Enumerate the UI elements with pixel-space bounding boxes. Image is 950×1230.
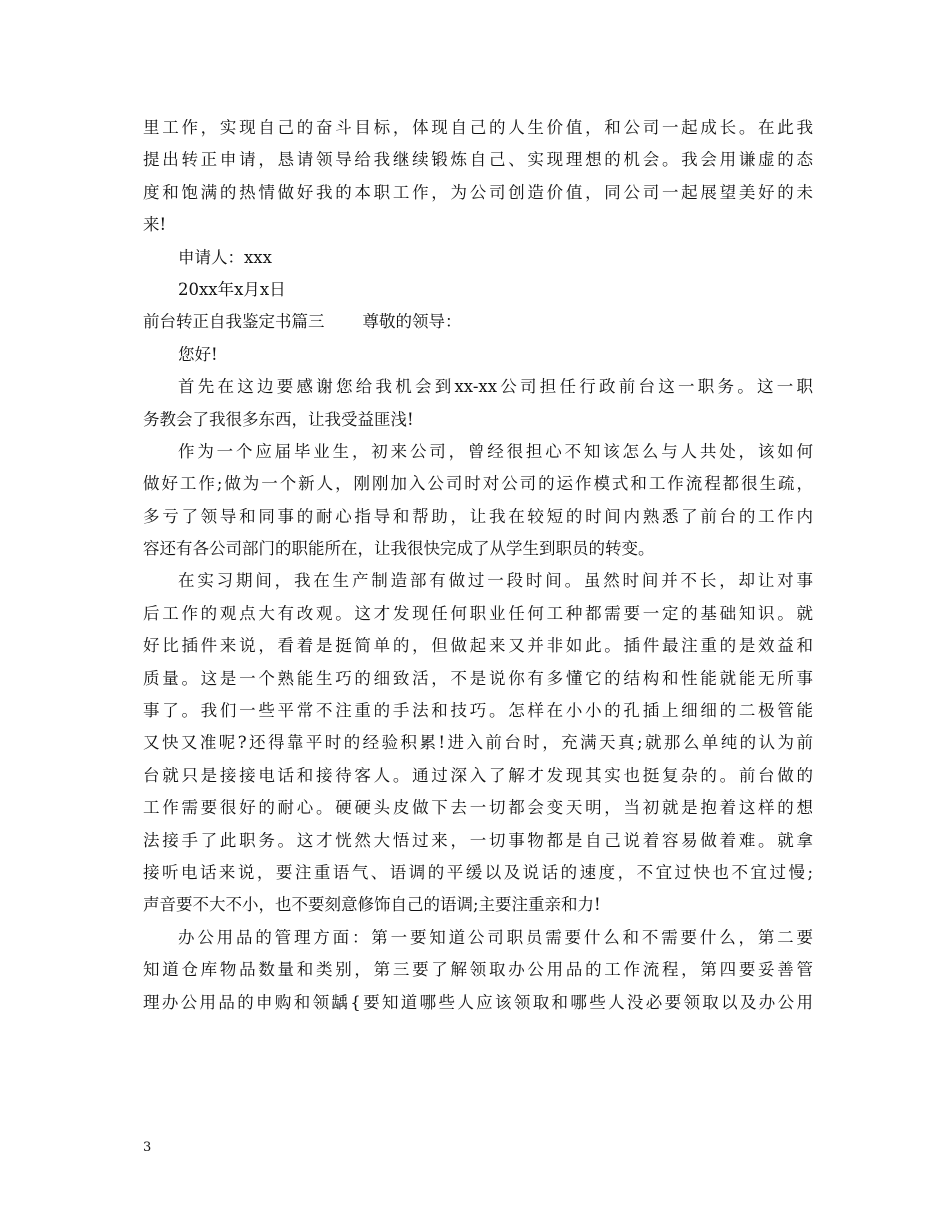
supplies-paragraph xyxy=(143,922,813,1019)
graduate-paragraph xyxy=(143,436,813,566)
text-line: 理办公用品的申购和领龋{要知道哪些人应该领取和哪些人没必要领取以及办公用 xyxy=(143,992,813,1012)
text-line: 在实习期间，我在生产制造部有做过一段时间。虽然时间并不长，却让对事 xyxy=(178,571,813,591)
document-body xyxy=(143,112,813,1019)
text-line: 里工作，实现自己的奋斗目标，体现自己的人生价值，和公司一起成长。在此我 xyxy=(143,118,813,137)
text-line: 后工作的观点大有改观。这才发现任何职业任何工种都需要一定的基础知识。就 xyxy=(143,603,813,623)
text-line: 事了。我们一些平常不注重的手法和技巧。怎样在小小的孔插上细细的二极管能 xyxy=(143,701,813,721)
salutation: 尊敬的领导： xyxy=(362,312,462,332)
greeting: 您好! xyxy=(178,344,218,364)
applicant-line: 申请人：xxx xyxy=(178,247,272,267)
text-line: 首先在这边要感谢您给我机会到xx-xx公司担任行政前台这一职务。这一职 xyxy=(178,377,813,397)
text-line: 知道仓库物品数量和类别，第三要了解领取办公用品的工作流程，第四要妥善管 xyxy=(143,960,813,980)
text-line: 来! xyxy=(143,215,167,235)
text-line: 作为一个应届毕业生，初来公司，曾经很担心不知该怎么与人共处，该如何 xyxy=(178,441,813,461)
internship-paragraph xyxy=(143,565,813,921)
thanks-paragraph xyxy=(143,371,813,436)
text-line: 法接手了此职务。这才恍然大悟过来，一切事物都是自己说着容易做着难。就拿 xyxy=(143,830,813,850)
text-line: 度和饱满的热情做好我的本职工作，为公司创造价值，同公司一起展望美好的未 xyxy=(143,182,813,202)
text-line: 务教会了我很多东西，让我受益匪浅! xyxy=(143,409,414,429)
text-line: 办公用品的管理方面：第一要知道公司职员需要什么和不需要什么，第二要 xyxy=(178,927,813,947)
text-line: 好比插件来说，看着是挺简单的，但做起来又并非如此。插件最注重的是效益和 xyxy=(143,636,813,656)
text-line: 又快又准呢?还得靠平时的经验积累!进入前台时，充满天真;就那么单纯的认为前 xyxy=(143,733,813,753)
text-line: 声音要不大不小，也不要刻意修饰自己的语调;主要注重亲和力! xyxy=(143,895,601,915)
text-line: 提出转正申请，恳请领导给我继续锻炼自己、实现理想的机会。我会用谦虚的态 xyxy=(143,150,813,170)
text-line: 多亏了领导和同事的耐心指导和帮助，让我在较短的时间内熟悉了前台的工作内 xyxy=(143,506,813,526)
text-line: 接听电话来说，要注重语气、语调的平缓以及说话的速度，不宜过快也不宜过慢; xyxy=(143,862,813,882)
section-heading xyxy=(143,306,813,338)
section-title: 前台转正自我鉴定书篇三 xyxy=(143,312,325,332)
text-line: 台就只是接接电话和接待客人。通过深入了解才发现其实也挺复杂的。前台做的 xyxy=(143,765,813,785)
text-line: 质量。这是一个熟能生巧的细致活，不是说你有多懂它的结构和性能就能无所事 xyxy=(143,668,813,688)
closing-paragraph xyxy=(143,112,813,242)
signature-block xyxy=(143,242,813,307)
date-line: 20xx年x月x日 xyxy=(178,279,286,299)
text-line: 工作需要很好的耐心。硬硬头皮做下去一切都会变天明，当初就是抱着这样的想 xyxy=(143,798,813,818)
text-line: 做好工作;做为一个新人，刚刚加入公司时对公司的运作模式和工作流程都很生疏， xyxy=(143,474,813,494)
page-number: 3 xyxy=(143,1140,152,1155)
text-line: 容还有各公司部门的职能所在，让我很快完成了从学生到职员的转变。 xyxy=(143,539,655,559)
